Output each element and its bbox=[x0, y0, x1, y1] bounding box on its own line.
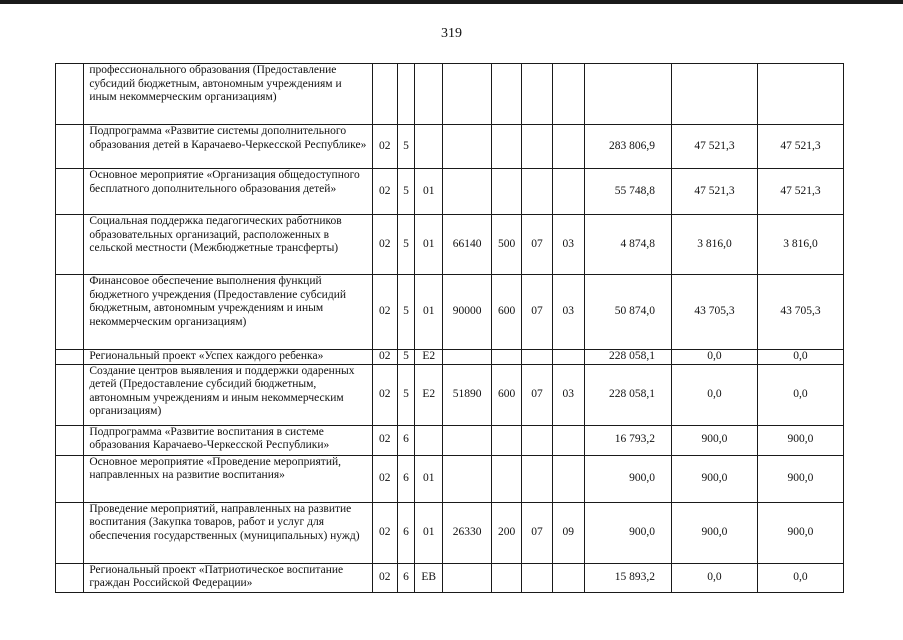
row-index-cell bbox=[56, 425, 84, 455]
subsection-code-cell: 03 bbox=[552, 364, 584, 425]
subprogram-code-cell: 6 bbox=[397, 425, 414, 455]
amount-year3-cell: 0,0 bbox=[757, 364, 843, 425]
amount-year3-cell: 900,0 bbox=[757, 502, 843, 563]
direction-code-cell: 90000 bbox=[443, 275, 492, 350]
section-code-cell: 07 bbox=[522, 215, 552, 275]
amount-year2-cell: 47 521,3 bbox=[671, 169, 757, 215]
item-name-cell: Основное мероприятие «Организация общедоступного бесплатного дополнительного образования детей» bbox=[84, 169, 372, 215]
program-code-cell: 02 bbox=[372, 425, 397, 455]
program-code-cell: 02 bbox=[372, 364, 397, 425]
activity-code-cell: E2 bbox=[415, 364, 443, 425]
amount-year2-cell: 900,0 bbox=[671, 425, 757, 455]
subprogram-code-cell: 6 bbox=[397, 563, 414, 592]
amount-year3-cell: 3 816,0 bbox=[757, 215, 843, 275]
amount-year2-cell: 43 705,3 bbox=[671, 275, 757, 350]
amount-year3-cell: 43 705,3 bbox=[757, 275, 843, 350]
section-code-cell bbox=[522, 455, 552, 502]
amount-year1-cell bbox=[584, 64, 671, 125]
program-code-cell bbox=[372, 64, 397, 125]
amount-year3-cell: 0,0 bbox=[757, 563, 843, 592]
expense-type-cell: 200 bbox=[491, 502, 521, 563]
amount-year1-cell: 900,0 bbox=[584, 455, 671, 502]
activity-code-cell: 01 bbox=[415, 502, 443, 563]
amount-year3-cell: 900,0 bbox=[757, 425, 843, 455]
amount-year1-cell: 50 874,0 bbox=[584, 275, 671, 350]
direction-code-cell bbox=[443, 563, 492, 592]
table-row bbox=[56, 215, 844, 275]
subprogram-code-cell: 5 bbox=[397, 215, 414, 275]
expense-type-cell: 600 bbox=[491, 275, 521, 350]
program-code-cell: 02 bbox=[372, 215, 397, 275]
subsection-code-cell: 03 bbox=[552, 275, 584, 350]
row-index-cell bbox=[56, 350, 84, 365]
section-code-cell bbox=[522, 425, 552, 455]
table-row bbox=[56, 350, 844, 365]
amount-year3-cell bbox=[757, 64, 843, 125]
item-name-cell: Проведение мероприятий, направленных на развитие воспитания (Закупка товаров, работ и услуг для обеспечения государственных (муниципальных) нужд) bbox=[84, 502, 372, 563]
section-code-cell bbox=[522, 125, 552, 169]
expense-type-cell bbox=[491, 125, 521, 169]
expense-type-cell bbox=[491, 350, 521, 365]
amount-year2-cell: 900,0 bbox=[671, 502, 757, 563]
table-row bbox=[56, 425, 844, 455]
subsection-code-cell bbox=[552, 125, 584, 169]
amount-year2-cell: 3 816,0 bbox=[671, 215, 757, 275]
section-code-cell: 07 bbox=[522, 275, 552, 350]
section-code-cell bbox=[522, 563, 552, 592]
amount-year3-cell: 47 521,3 bbox=[757, 169, 843, 215]
amount-year2-cell: 47 521,3 bbox=[671, 125, 757, 169]
subsection-code-cell: 03 bbox=[552, 215, 584, 275]
item-name-cell: Социальная поддержка педагогических работников образовательных организаций, расположенных в сельской местности (Межбюджетные трансферты) bbox=[84, 215, 372, 275]
item-name-cell: Подпрограмма «Развитие воспитания в системе образования Карачаево-Черкесской Республики» bbox=[84, 425, 372, 455]
item-name-cell: профессионального образования (Предоставление субсидий бюджетным, автономным учреждениям и иным некоммерческим организациям) bbox=[84, 64, 372, 125]
subprogram-code-cell: 5 bbox=[397, 350, 414, 365]
amount-year1-cell: 4 874,8 bbox=[584, 215, 671, 275]
amount-year1-cell: 283 806,9 bbox=[584, 125, 671, 169]
section-code-cell: 07 bbox=[522, 502, 552, 563]
direction-code-cell: 26330 bbox=[443, 502, 492, 563]
section-code-cell bbox=[522, 64, 552, 125]
amount-year3-cell: 0,0 bbox=[757, 350, 843, 365]
activity-code-cell bbox=[415, 64, 443, 125]
item-name-cell: Региональный проект «Патриотическое воспитание граждан Российской Федерации» bbox=[84, 563, 372, 592]
program-code-cell: 02 bbox=[372, 125, 397, 169]
table-row bbox=[56, 364, 844, 425]
top-border-rule bbox=[0, 0, 903, 4]
direction-code-cell: 66140 bbox=[443, 215, 492, 275]
item-name-cell: Основное мероприятие «Проведение мероприятий, направленных на развитие воспитания» bbox=[84, 455, 372, 502]
subsection-code-cell bbox=[552, 563, 584, 592]
subsection-code-cell bbox=[552, 455, 584, 502]
activity-code-cell bbox=[415, 125, 443, 169]
subsection-code-cell bbox=[552, 169, 584, 215]
activity-code-cell: 01 bbox=[415, 455, 443, 502]
row-index-cell bbox=[56, 364, 84, 425]
item-name-cell: Создание центров выявления и поддержки одаренных детей (Предоставление субсидий бюджетным, автономным учреждениям и иным некоммерческим организациям) bbox=[84, 364, 372, 425]
program-code-cell: 02 bbox=[372, 502, 397, 563]
amount-year2-cell bbox=[671, 64, 757, 125]
row-index-cell bbox=[56, 64, 84, 125]
table-row bbox=[56, 455, 844, 502]
program-code-cell: 02 bbox=[372, 350, 397, 365]
program-code-cell: 02 bbox=[372, 169, 397, 215]
subprogram-code-cell: 6 bbox=[397, 455, 414, 502]
activity-code-cell: 01 bbox=[415, 275, 443, 350]
amount-year2-cell: 0,0 bbox=[671, 364, 757, 425]
activity-code-cell: E2 bbox=[415, 350, 443, 365]
table-row bbox=[56, 502, 844, 563]
item-name-cell: Подпрограмма «Развитие системы дополнительного образования детей в Карачаево-Черкесской Республике» bbox=[84, 125, 372, 169]
subprogram-code-cell: 5 bbox=[397, 364, 414, 425]
amount-year1-cell: 16 793,2 bbox=[584, 425, 671, 455]
row-index-cell bbox=[56, 215, 84, 275]
table-row bbox=[56, 563, 844, 592]
budget-table bbox=[55, 63, 844, 593]
subsection-code-cell bbox=[552, 350, 584, 365]
subprogram-code-cell: 5 bbox=[397, 125, 414, 169]
row-index-cell bbox=[56, 502, 84, 563]
amount-year3-cell: 900,0 bbox=[757, 455, 843, 502]
amount-year2-cell: 0,0 bbox=[671, 563, 757, 592]
table-row bbox=[56, 275, 844, 350]
table-row bbox=[56, 64, 844, 125]
amount-year1-cell: 900,0 bbox=[584, 502, 671, 563]
amount-year1-cell: 228 058,1 bbox=[584, 350, 671, 365]
subprogram-code-cell: 6 bbox=[397, 502, 414, 563]
table-row bbox=[56, 169, 844, 215]
direction-code-cell bbox=[443, 64, 492, 125]
item-name-cell: Региональный проект «Успех каждого ребенка» bbox=[84, 350, 372, 365]
direction-code-cell bbox=[443, 455, 492, 502]
program-code-cell: 02 bbox=[372, 563, 397, 592]
row-index-cell bbox=[56, 455, 84, 502]
expense-type-cell bbox=[491, 169, 521, 215]
section-code-cell bbox=[522, 350, 552, 365]
subprogram-code-cell: 5 bbox=[397, 169, 414, 215]
row-index-cell bbox=[56, 125, 84, 169]
activity-code-cell: EB bbox=[415, 563, 443, 592]
page-number: 319 bbox=[441, 26, 462, 41]
amount-year1-cell: 15 893,2 bbox=[584, 563, 671, 592]
row-index-cell bbox=[56, 169, 84, 215]
expense-type-cell: 600 bbox=[491, 364, 521, 425]
activity-code-cell: 01 bbox=[415, 215, 443, 275]
subprogram-code-cell bbox=[397, 64, 414, 125]
amount-year2-cell: 0,0 bbox=[671, 350, 757, 365]
direction-code-cell: 51890 bbox=[443, 364, 492, 425]
expense-type-cell bbox=[491, 425, 521, 455]
direction-code-cell bbox=[443, 425, 492, 455]
direction-code-cell bbox=[443, 125, 492, 169]
subsection-code-cell bbox=[552, 64, 584, 125]
expense-type-cell bbox=[491, 563, 521, 592]
subsection-code-cell bbox=[552, 425, 584, 455]
amount-year1-cell: 228 058,1 bbox=[584, 364, 671, 425]
table-row bbox=[56, 125, 844, 169]
activity-code-cell: 01 bbox=[415, 169, 443, 215]
subprogram-code-cell: 5 bbox=[397, 275, 414, 350]
item-name-cell: Финансовое обеспечение выполнения функций бюджетного учреждения (Предоставление субсидий бюджетным, автономным учреждениям и иным некоммерческим организациям) bbox=[84, 275, 372, 350]
amount-year2-cell: 900,0 bbox=[671, 455, 757, 502]
expense-type-cell: 500 bbox=[491, 215, 521, 275]
expense-type-cell bbox=[491, 64, 521, 125]
program-code-cell: 02 bbox=[372, 275, 397, 350]
section-code-cell: 07 bbox=[522, 364, 552, 425]
program-code-cell: 02 bbox=[372, 455, 397, 502]
amount-year1-cell: 55 748,8 bbox=[584, 169, 671, 215]
activity-code-cell bbox=[415, 425, 443, 455]
subsection-code-cell: 09 bbox=[552, 502, 584, 563]
row-index-cell bbox=[56, 275, 84, 350]
direction-code-cell bbox=[443, 350, 492, 365]
direction-code-cell bbox=[443, 169, 492, 215]
row-index-cell bbox=[56, 563, 84, 592]
amount-year3-cell: 47 521,3 bbox=[757, 125, 843, 169]
expense-type-cell bbox=[491, 455, 521, 502]
section-code-cell bbox=[522, 169, 552, 215]
